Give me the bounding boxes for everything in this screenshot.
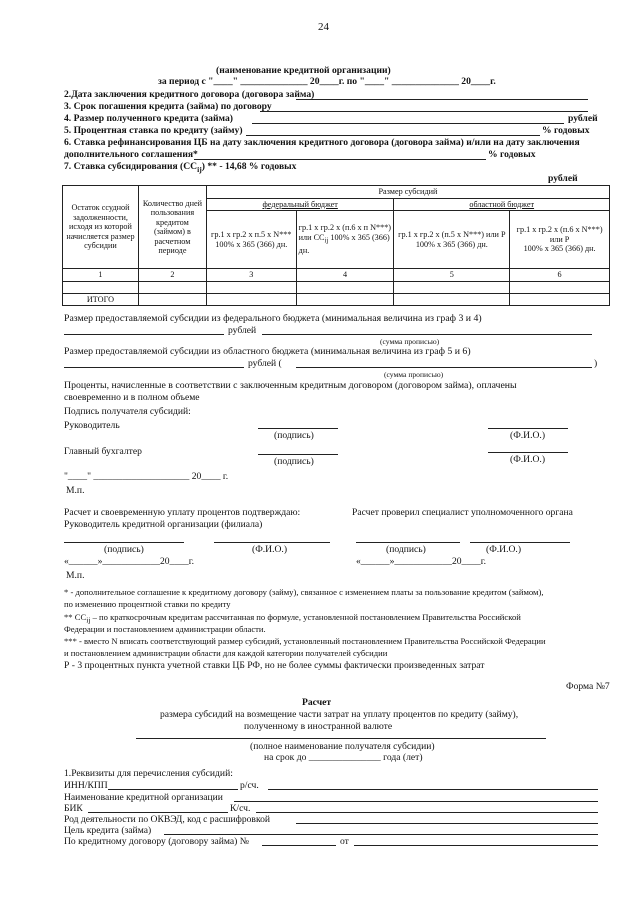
requisites-title: 1.Реквизиты для перечисления субсидий: [64,768,233,779]
regional-subsidy-text: Размер предоставляемой субсидии из областного бюджета (минимальная величина из граф 5 и 6) [64,346,471,357]
bank-date: «______»____________20____г. [64,556,194,567]
item-5-unit: % годовых [542,125,590,136]
item-6-b: дополнительного соглашения* [64,149,198,160]
item-2: 2.Дата заключения кредитного договора (договора займа) [64,89,315,100]
item-4-unit: рублей [568,113,598,124]
col1-header: Остаток ссудной задолженности, исходя из которой начисляется размер субсидии [63,186,139,269]
num-4: 4 [296,269,394,282]
acc-fio-line [488,452,568,453]
bank-fio-line [214,542,330,543]
num-1: 1 [63,269,139,282]
acc-fio-caption: (Ф.И.О.) [510,454,546,465]
federal-words-caption: (сумма прописью) [380,337,440,346]
head-label: Руководитель [64,420,120,431]
bik-line [88,812,228,813]
note-3-b: и постановлением администрации области для каждой категории получателей субсидии [64,648,388,658]
recipient-name-line [136,738,546,739]
sign-date-line: "____" ____________________ 20____ г. [64,471,229,482]
head-fio-line [488,428,568,429]
spec-date: «______»____________20____г. [356,556,486,567]
confirm-left-a: Расчет и своевременную уплату процентов подтверждаю: [64,507,301,518]
bank-sign-line [64,542,184,543]
col6-formula: гр.1 х гр.2 х (п.6 х N***) или Р 100% х 365 (366) дн. [510,211,610,269]
period-line: за период с "____" ______________ 20____г. по "____" ______________ 20____г. [158,76,496,87]
ks-label: К/сч. [230,803,251,814]
contract-from-label: от [340,836,349,847]
num-2: 2 [138,269,206,282]
total-cell: ИТОГО [63,293,139,306]
head-signature-caption: (подпись) [274,430,314,441]
note-2-a: ** $СС_{ij}$ – по краткосрочным кредитам рассчитанная по формуле, установленной постановлением Правительства Российской [64,612,521,625]
item-5-line [246,135,540,136]
head-fio-caption: (Ф.И.О.) [510,430,546,441]
acc-sign-line [258,454,338,455]
item-3: 3. Срок погашения кредита (займа) по договору [64,101,272,112]
form-7-subtitle-a: размера субсидий на возмещение части затрат на уплату процентов по кредиту (займу), [160,709,519,720]
rs-label: р/сч. [240,780,259,791]
num-6: 6 [510,269,610,282]
col5-formula: гр.1 х гр.2 х (п.5 х N***) или Р 100% х 365 (366) дн. [394,211,510,269]
bank-stamp-label: М.п. [66,570,85,581]
confirm-right: Расчет проверил специалист уполномоченного органа [352,507,573,518]
item-7: 7. Ставка субсидирования $(СС_{ij})$ ** - 14,68 % годовых [64,161,297,174]
regional-amount-line [64,367,244,368]
item-3-line [260,111,588,112]
interest-text-b: своевременно и в полном объеме [64,392,200,403]
contract-label: По кредитному договору (договору займа) № [64,836,249,847]
okved-line [296,823,598,824]
federal-rubles: рублей [228,325,257,336]
bik-label: БИК [64,803,83,814]
spec-fio-caption: (Ф.И.О.) [486,544,522,555]
head-sign-line [258,428,338,429]
item-4-line [252,123,564,124]
recipient-sign-label: Подпись получателя субсидий: [64,406,191,417]
bank-fio-caption: (Ф.И.О.) [252,544,288,555]
form-7-subtitle-b: полученному в иностранной валюте [244,721,393,732]
interest-text-a: Проценты, начисленные в соответствии с заключенным кредитным договором (договором займа), оплачены [64,380,517,391]
note-1-b: по изменению процентной ставки по кредиту [64,599,231,609]
col3-formula: гр.1 х гр.2 х п.5 х N*** 100% х 365 (366) дн. [206,211,296,269]
purpose-label: Цель кредита (займа) [64,825,152,836]
bank-name-label: Наименование кредитной организации [64,792,223,803]
item-6-line [194,159,486,160]
confirm-left-b: Руководитель кредитной организации (филиала) [64,519,263,530]
item-2-line [296,99,588,100]
empty-cell [63,281,139,293]
note-2-b: Федерации и постановлением администрации области. [64,624,266,634]
page-number: 24 [318,21,329,33]
size-header: Размер субсидий [206,186,609,199]
note-4: Р - 3 процентных пункта учетной ставки ЦБ РФ, но не более суммы фактически произведенных затрат [64,660,485,671]
term-line: на срок до _______________ года (лет) [264,752,423,763]
regional-words-line [296,367,592,368]
regional-words-caption: (сумма прописью) [384,370,444,379]
note-1-a: * - дополнительное соглашение к кредитному договору (займу), связанное с изменением платы за пользование кредитом (займом), [64,587,544,597]
chief-accountant-label: Главный бухгалтер [64,446,142,457]
inn-label: ИНН/КПП [64,780,108,791]
rubles-label: рублей [548,173,578,184]
spec-sign-line [356,542,460,543]
acc-signature-caption: (подпись) [274,456,314,467]
inn-line [108,789,238,790]
regional-close: ) [594,358,598,369]
ks-line [256,812,598,813]
contract-date-line [354,845,598,846]
spec-fio-line [470,542,570,543]
item-5: 5. Процентная ставка по кредиту (займу) [64,125,243,136]
num-3: 3 [206,269,296,282]
recipient-caption: (полное наименование получателя субсидии) [250,741,435,752]
regional-rubles: рублей ( [248,358,282,369]
note-3-a: *** - вместо N вписать соответствующий размер субсидий, установленный постановлением Правительства Российской Федерации [64,636,546,646]
federal-amount-line [64,334,224,335]
regional-header: областной бюджет [394,198,610,211]
item-6-unit: % годовых [488,149,536,160]
num-5: 5 [394,269,510,282]
form-7-title: Расчет [302,697,332,708]
stamp-label: М.п. [66,485,85,496]
col4-formula: гр.1 х гр.2 х (п.6 х п N***) или $СС_{ij}$ 100% х 365 (366) дн. [296,211,394,269]
bank-signature-caption: (подпись) [104,544,144,555]
federal-subsidy-text: Размер предоставляемой субсидии из федерального бюджета (минимальная величина из граф 3 и 4) [64,313,482,324]
purpose-line [164,834,598,835]
bank-name-line [234,801,598,802]
rs-line [268,789,598,790]
form-7-label: Форма №7 [566,681,610,692]
col2-header: Количество дней пользования кредитом (займом) в расчетном периоде [138,186,206,269]
item-4: 4. Размер полученного кредита (займа) [64,113,233,124]
contract-number-line [262,845,336,846]
org-name-caption: (наименование кредитной организации) [216,65,391,76]
item-6-a: 6. Ставка рефинансирования ЦБ на дату заключения кредитного договора (договора займа) и/или на дату заключения [64,137,580,148]
federal-header: федеральный бюджет [206,198,394,211]
federal-words-line [262,334,592,335]
subsidy-table [62,185,610,306]
spec-signature-caption: (подпись) [386,544,426,555]
okved-label: Род деятельности по ОКВЭД, код с расшифровкой [64,814,271,825]
